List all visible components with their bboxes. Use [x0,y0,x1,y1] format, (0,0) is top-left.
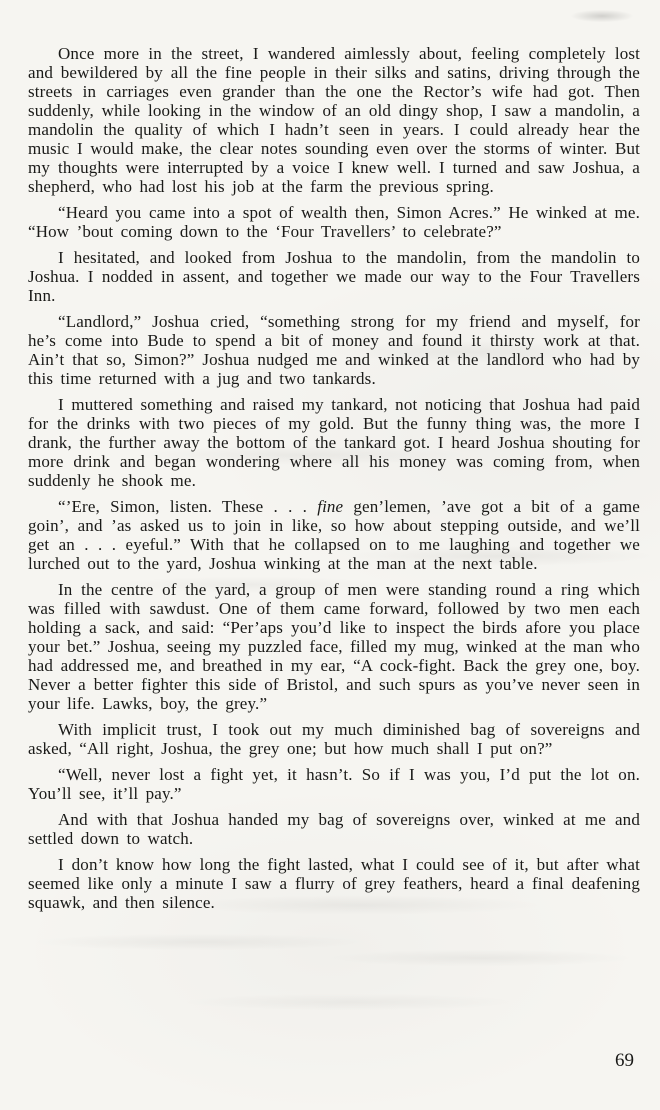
text-run: “Heard you came into a spot of wealth then, Simon Acres.” He winked at me. “How ’bout coming down to the ‘Four Travellers’ to celebrate?” [28,203,640,241]
text-run: I muttered something and raised my tankard, not noticing that Joshua had paid for the drinks with two pieces of my gold. But the funny thing was, the more I drank, the further away the bottom of the tankard got. I heard Joshua shouting for more drink and began wondering where all his money was coming from, when suddenly he shook me. [28,395,640,490]
paragraph [28,395,640,490]
paragraph [28,203,640,241]
text-run: In the centre of the yard, a group of men were standing round a ring which was filled with sawdust. One of them came forward, followed by two men each holding a sack, and said: “Per’aps you’d like to inspect the birds afore you place your bet.” Joshua, seeing my puzzled face, filled my mug, winked at the man who had addressed me, and breathed in my ear, “A cock-fight. Back the grey one, boy. Never a better fighter this side of Bristol, and such spurs as you’ve never seen in your life. Lawks, boy, the grey.” [28,580,640,713]
paragraph [28,248,640,305]
text-run: I don’t know how long the fight lasted, what I could see of it, but after what seemed like only a minute I saw a flurry of grey feathers, heard a final deafening squawk, and then silence. [28,855,640,912]
text-run: “Well, never lost a fight yet, it hasn’t. So if I was you, I’d put the lot on. You’ll see, it’ll pay.” [28,765,640,803]
paragraph [28,765,640,803]
text-run: And with that Joshua handed my bag of sovereigns over, winked at me and settled down to watch. [28,810,640,848]
paragraph [28,44,640,196]
page-number: 69 [615,1050,634,1071]
paragraph [28,855,640,912]
paragraph [28,720,640,758]
paragraph [28,497,640,573]
text-run: “Landlord,” Joshua cried, “something strong for my friend and myself, for he’s come into Bude to spend a bit of money and found it thirsty work at that. Ain’t that so, Simon?” Joshua nudged me and winked at the landlord who had by this time returned with a jug and two tankards. [28,312,640,388]
paragraph [28,312,640,388]
paragraph [28,580,640,713]
text-run: I hesitated, and looked from Joshua to the mandolin, from the mandolin to Joshua. I nodded in assent, and together we made our way to the Four Travellers Inn. [28,248,640,305]
text-run: Once more in the street, I wandered aimlessly about, feeling completely lost and bewildered by all the fine people in their silks and satins, driving through the streets in carriages even grander than the one the Rector’s wife had got. Then suddenly, while looking in the window of an old dingy shop, I saw a mandolin, a mandolin the quality of which I hadn’t seen in years. I could already hear the music I would make, the clear notes sounding even over the storms of winter. But my thoughts were interrupted by a voice I knew well. I turned and saw Joshua, a shepherd, who had lost his job at the farm the previous spring. [28,44,640,196]
text-run: “’Ere, Simon, listen. These . . . [58,497,318,516]
text-block [28,44,640,919]
text-run: gen’lemen, ’ave got a bit of a game goin’, and ’as asked us to join in like, so how about stepping outside, and we’ll get an . . . eyeful.” With that he collapsed on to me laughing and together we lurched out to the yard, Joshua winking at the man at the next table. [28,497,640,573]
text-run: With implicit trust, I took out my much diminished bag of sovereigns and asked, “All right, Joshua, the grey one; but how much shall I put on?” [28,720,640,758]
italic-text-run: fine [317,497,344,516]
paragraph [28,810,640,848]
